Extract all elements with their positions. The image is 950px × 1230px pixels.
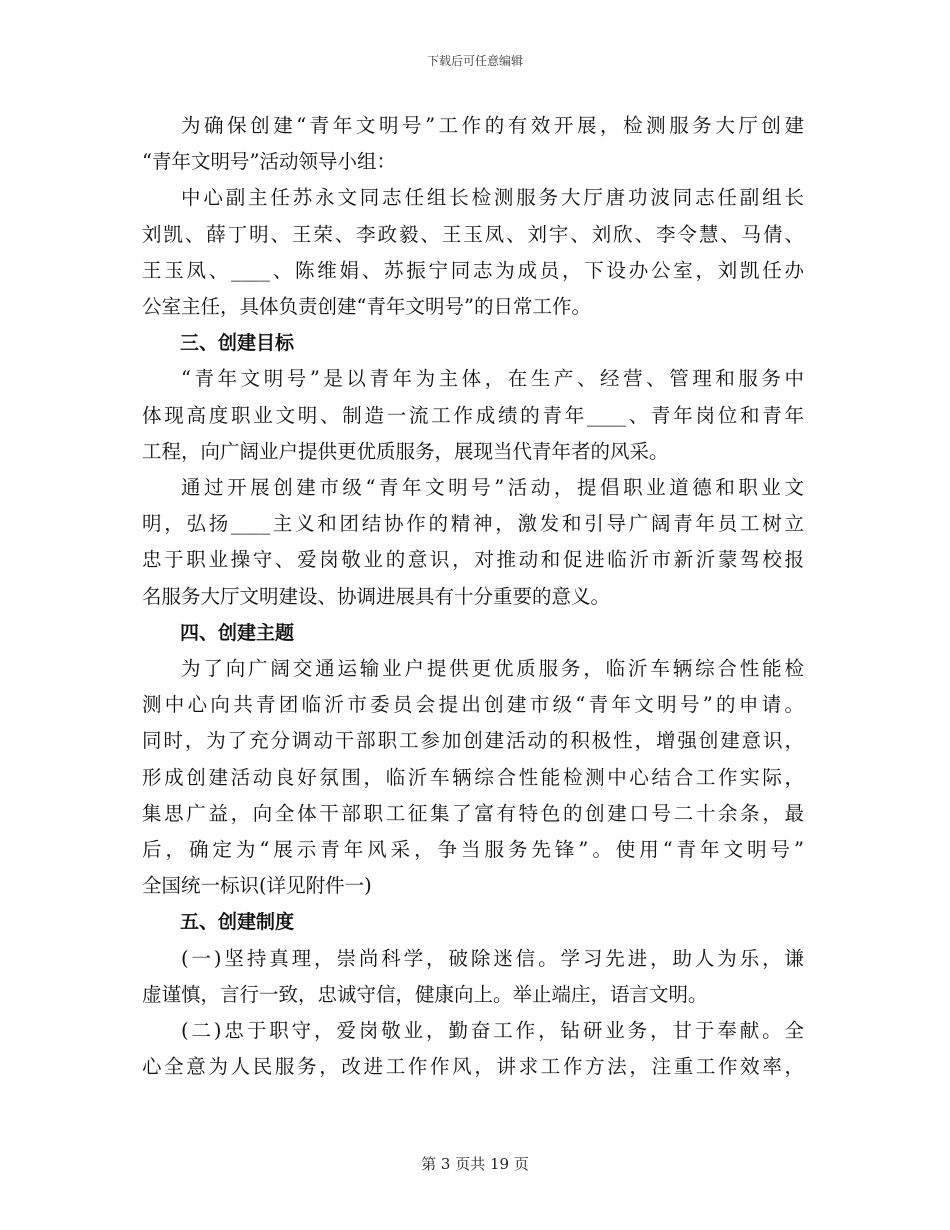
- page-header: 下载后可任意编辑: [426, 54, 523, 68]
- text-line: 中心副主任苏永文同志任组长检测服务大厅唐功波同志任副组长: [181, 186, 804, 210]
- text-line: 同时，为了充分调动干部职工参加创建活动的积极性，增强创建意识，: [142, 729, 804, 753]
- text-line: 形成创建活动良好氛围，临沂车辆综合性能检测中心结合工作实际，: [142, 765, 804, 789]
- section-heading-goals: 三、创建目标: [180, 332, 295, 355]
- text-line: (二)忠于职守，爱岗敬业，勤奋工作，钻研业务，甘于奉献。全: [181, 1019, 804, 1043]
- text-line: 工程，向广阔业户提供更优质服务，展现当代青年者的风采。: [142, 439, 669, 463]
- section-heading-theme: 四、创建主题: [180, 621, 295, 644]
- text-line: 为确保创建“青年文明号”工作的有效开展，检测服务大厅创建: [181, 114, 804, 137]
- section-heading-rules: 五、创建制度: [180, 911, 295, 934]
- text-line: 后，确定为“展示青年风采，争当服务先锋”。使用“青年文明号”: [142, 838, 804, 862]
- text-line: “青年文明号”活动领导小组：: [142, 150, 396, 174]
- page-number: 第 3 页共 19 页: [421, 1155, 529, 1173]
- text-line: “青年文明号”是以青年为主体，在生产、经营、管理和服务中: [181, 367, 804, 391]
- text-line: 体现高度职业文明、制造一流工作成绩的青年____、青年岗位和青年: [142, 403, 804, 427]
- text-line: 名服务大厅文明建设、协调进展具有十分重要的意义。: [142, 584, 611, 608]
- paragraph-goals-definition: [142, 361, 804, 470]
- paragraph-rule-1: [142, 941, 804, 1013]
- text-line: 通过开展创建市级“青年文明号”活动，提倡职业道德和职业文: [181, 476, 804, 500]
- text-line: 全国统一标识(详见附件一): [142, 874, 372, 898]
- text-line: 公室主任，具体负责创建“青年文明号”的日常工作。: [142, 295, 591, 319]
- text-line: 集思广益，向全体干部职工征集了富有特色的创建口号二十余条，最: [142, 801, 804, 825]
- text-line: 测中心向共青团临沂市委员会提出创建市级“青年文明号”的申请。: [142, 693, 804, 717]
- paragraph-rule-2: [142, 1013, 804, 1085]
- text-line: 刘凯、薛丁明、王荣、李政毅、王玉凤、刘宇、刘欣、李令慧、马倩、: [142, 222, 804, 246]
- text-line: 虚谨慎，言行一致，忠诚守信，健康向上。举止端庄，语言文明。: [142, 982, 708, 1006]
- text-line: 为了向广阔交通运输业户提供更优质服务，临沂车辆综合性能检: [181, 657, 804, 681]
- text-line: 明，弘扬____主义和团结协作的精神，激发和引导广阔青年员工树立: [142, 512, 804, 536]
- text-line: 忠于职业操守、爱岗敬业的意识，对推动和促进临沂市新沂蒙驾校报: [142, 548, 804, 572]
- text-line: 王玉凤、____、陈维娟、苏振宁同志为成员，下设办公室，刘凯任办: [142, 258, 804, 282]
- paragraph-goals-significance: [142, 470, 804, 615]
- paragraph-leading-group-intro: [142, 108, 804, 180]
- paragraph-theme: [142, 651, 804, 904]
- paragraph-leading-group-members: [142, 180, 804, 325]
- text-line: 心全意为人民服务，改进工作作风，讲求工作方法，注重工作效率，: [142, 1055, 804, 1079]
- document-body: [142, 108, 804, 1085]
- text-line: (一)坚持真理，崇尚科学，破除迷信。学习先进，助人为乐，谦: [181, 946, 804, 970]
